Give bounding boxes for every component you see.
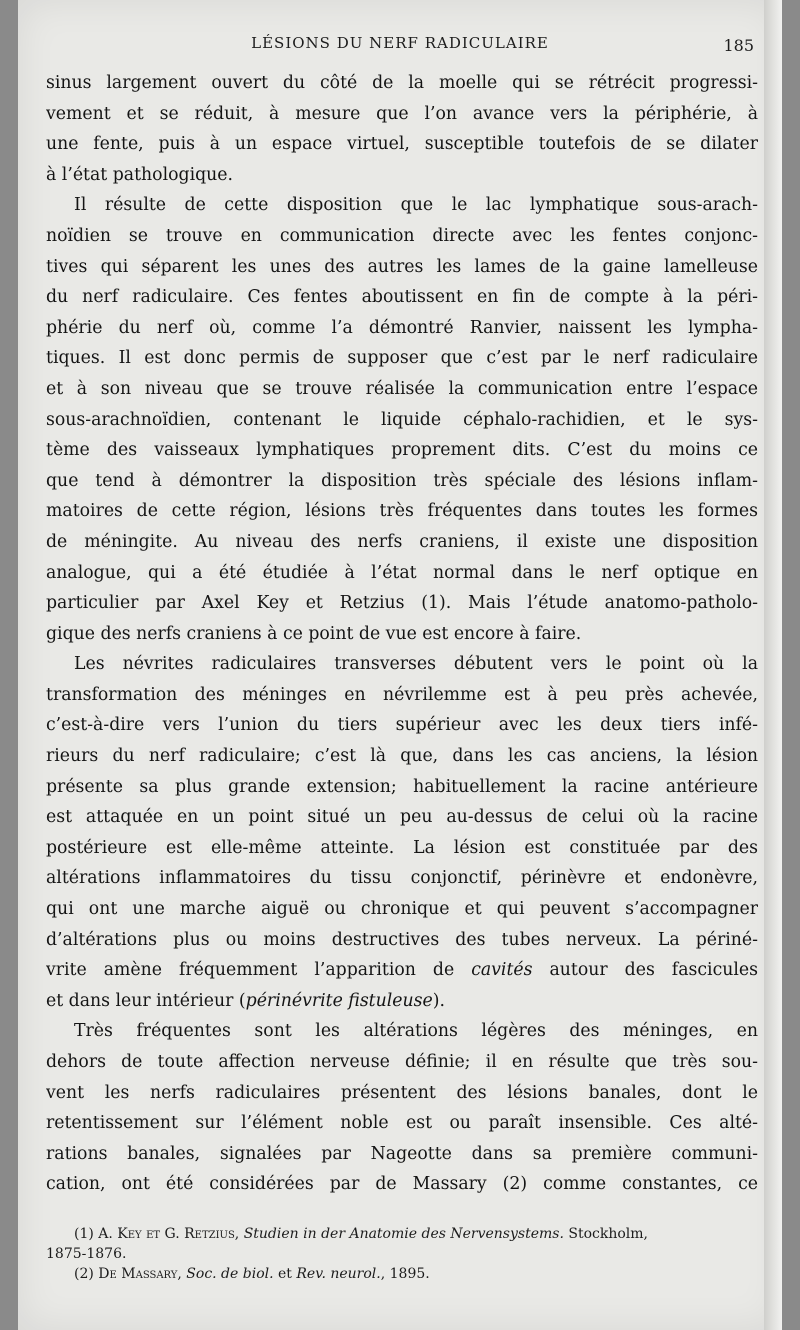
text-line: transformation des méninges en névrilemme est à peu près achevée, xyxy=(46,684,758,705)
footnote-authors: A. Key et G. Retzius, xyxy=(98,1226,240,1242)
text-line: Les névrites radiculaires transverses débutent vers le point où la xyxy=(74,654,758,675)
footnotes xyxy=(46,1224,758,1284)
book-page xyxy=(18,0,782,1330)
text-line: tème des vaisseaux lymphatiques proprement dits. C’est du moins ce xyxy=(46,440,758,461)
text-line: vement et se réduit, à mesure que l’on avance vers la périphérie, à xyxy=(46,103,758,124)
footnote-2 xyxy=(46,1264,758,1284)
footnote-journal: Rev. neurol. xyxy=(291,1266,381,1282)
text-line: matoires de cette région, lésions très fréquentes dans toutes les formes xyxy=(46,501,758,522)
text-line: vent les nerfs radiculaires présentent des lésions banales, dont le xyxy=(46,1082,758,1103)
footnote-1-continued: 1875-1876. xyxy=(46,1246,127,1262)
text-line: phérie du nerf où, comme l’a démontré Ranvier, naissent les lympha- xyxy=(46,317,758,338)
text-line: retentissement sur l’élément noble est ou paraît insensible. Ces alté- xyxy=(46,1113,758,1134)
text-line: que tend à démontrer la disposition très spéciale des lésions inflam- xyxy=(46,470,758,491)
text-line: du nerf radiculaire. Ces fentes aboutissent en fin de compte à la péri- xyxy=(46,287,758,308)
text-line: altérations inflammatoires du tissu conjonctif, périnèvre et endonèvre, xyxy=(46,868,758,889)
footnote-marker: (1) xyxy=(74,1226,99,1242)
text-fragment: et dans leur intérieur ( xyxy=(46,990,246,1011)
text-line: analogue, qui a été étudiée à l’état normal dans le nerf optique en xyxy=(46,562,758,583)
italic-term: cavités xyxy=(471,960,533,981)
text-line: c’est-à-dire vers l’union du tiers supérieur avec les deux tiers infé- xyxy=(46,715,758,736)
footnote-1 xyxy=(46,1224,758,1244)
text-line: sinus largement ouvert du côté de la moelle qui se rétrécit progressi- xyxy=(46,73,758,93)
text-line: Il résulte de cette disposition que le lac lymphatique sous-arach- xyxy=(74,195,758,216)
text-line: une fente, puis à un espace virtuel, susceptible toutefois de se dilater xyxy=(46,134,758,155)
text-line: Très fréquentes sont les altérations légères des méninges, en xyxy=(74,1021,758,1042)
page-header xyxy=(18,34,782,58)
text-fragment: ). xyxy=(432,990,445,1011)
text-line: de méningite. Au niveau des nerfs craniens, il existe une disposition xyxy=(46,531,758,552)
text-line xyxy=(46,986,758,1017)
text-line: noïdien se trouve en communication directe avec les fentes conjonc- xyxy=(46,225,758,246)
text-fragment: autour des fascicules xyxy=(532,960,758,981)
running-head: LÉSIONS DU NERF RADICULAIRE xyxy=(251,34,549,52)
text-line: dehors de toute affection nerveuse définie; il en résulte que très sou- xyxy=(46,1052,758,1072)
text-line: postérieure est elle-même atteinte. La lésion est constituée par des xyxy=(46,837,758,858)
text-line: est attaquée en un point situé un peu au-dessus de celui où la racine xyxy=(46,807,758,828)
page-number: 185 xyxy=(723,36,754,55)
text-line: rieurs du nerf radiculaire; c’est là que, dans les cas anciens, la lésion xyxy=(46,746,758,767)
text-line: à l’état pathologique. xyxy=(46,164,234,185)
italic-term: périnévrite fistuleuse xyxy=(245,990,433,1011)
page-edge xyxy=(764,0,782,1330)
footnote-marker: (2) xyxy=(74,1266,99,1282)
footnote-conjunction: et xyxy=(273,1266,292,1282)
text-line: et à son niveau que se trouve réalisée la communication entre l’espace xyxy=(46,378,758,399)
text-line: tives qui séparent les unes des autres les lames de la gaine lamelleuse xyxy=(46,256,758,277)
body-text xyxy=(46,68,758,1200)
text-line: rations banales, signalées par Nageotte dans sa première communi- xyxy=(46,1143,758,1164)
text-line xyxy=(46,955,758,986)
text-fragment: vrite amène fréquemment l’apparition de xyxy=(46,960,455,981)
footnote-journal: Soc. de biol. xyxy=(181,1266,274,1282)
text-line: qui ont une marche aiguë ou chronique et qui peuvent s’accompagner xyxy=(46,899,758,920)
text-line: particulier par Axel Key et Retzius (1). Mais l’étude anatomo-patholo- xyxy=(46,593,758,614)
footnote-author: De Massary, xyxy=(98,1266,182,1282)
text-line: cation, ont été considérées par de Massary (2) comme constantes, ce xyxy=(46,1174,758,1195)
footnote-title: Studien in der Anatomie des Nervensystems. xyxy=(239,1226,564,1242)
text-line: présente sa plus grande extension; habituellement la racine antérieure xyxy=(46,776,758,797)
footnote-place: Stockholm, xyxy=(563,1226,648,1242)
text-line: d’altérations plus ou moins destructives des tubes nerveux. La périné- xyxy=(46,929,758,950)
text-line: tiques. Il est donc permis de supposer que c’est par le nerf radiculaire xyxy=(46,348,758,369)
text-line: sous-arachnoïdien, contenant le liquide céphalo-rachidien, et le sys- xyxy=(46,409,758,430)
footnote-year: , 1895. xyxy=(380,1266,430,1282)
text-line: gique des nerfs craniens à ce point de vue est encore à faire. xyxy=(46,623,582,644)
